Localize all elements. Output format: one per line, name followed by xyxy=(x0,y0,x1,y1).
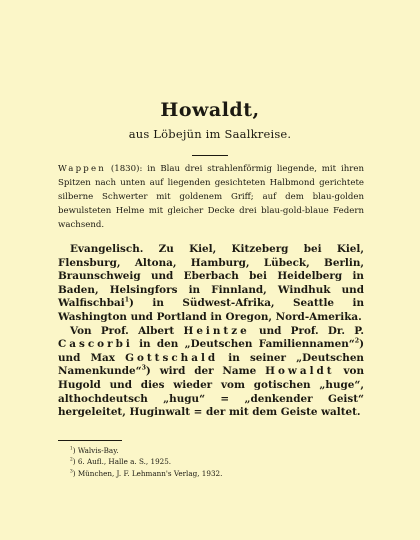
paragraph-locations xyxy=(58,243,364,325)
footnote-2-number: 2 xyxy=(70,458,73,464)
footnote-3-number: 3 xyxy=(70,469,73,475)
etym-text-3: in den „Deutschen Familiennamen“ xyxy=(132,338,355,351)
footnote-2 xyxy=(70,456,360,467)
footnote-divider xyxy=(58,440,122,441)
etym-text-2: und Prof. Dr. P. xyxy=(249,324,364,337)
paragraph-etymology xyxy=(58,325,364,420)
footnote-2-text: ) 6. Aufl., Halle a. S., 1925. xyxy=(72,457,172,467)
title-divider xyxy=(192,155,228,156)
footnote-ref-2: 2 xyxy=(354,337,360,345)
page-subtitle: aus Löbejün im Saalkreise. xyxy=(128,127,292,141)
author-name-gottschald: Gottschald xyxy=(125,351,219,364)
author-name-heintze: Heintze xyxy=(183,324,250,337)
etym-text-1: Von Prof. Albert xyxy=(70,324,184,337)
paragraph-locations-text-a: Evangelisch. Zu Kiel, Kitzeberg bei Kiel, Flensburg, Altona, Hamburg, Lübeck, Berlin, Braunschweig und Eberbach bei Heidelberg in Baden, Helsingfors in Finnland, Windhuk und Walfischbai xyxy=(58,243,364,310)
footnote-1-text: ) Walvis-Bay. xyxy=(72,446,119,455)
coat-of-arms-description xyxy=(58,163,364,233)
wappen-lead: Wappen xyxy=(58,164,107,174)
surname-howaldt: Howaldt xyxy=(265,365,335,378)
footnote-3-text: ) München, J. F. Lehmann's Verlag, 1932. xyxy=(72,468,223,478)
footnote-ref-1: 1 xyxy=(124,296,130,304)
footnote-3 xyxy=(70,468,360,479)
footnote-1-number: 1 xyxy=(70,446,73,452)
etym-text-5: in seiner „Deutschen Namenkunde“ xyxy=(58,351,364,378)
footnote-ref-3: 3 xyxy=(141,364,146,372)
etym-text-6: ) wird der Name xyxy=(145,365,266,378)
etym-text-7: von Hugold und dies wieder vom gotischen „huge“, althochdeutsch „hugu“ = „denkender Geist“ hergeleitet, Huginwalt = der mit dem Geiste waltet. xyxy=(58,365,364,419)
wappen-text: (1830): in Blau drei strahlenförmig liegende, mit ihren Spitzen nach unten auf liegenden gesichteten Halbmond gerichtete silberne Schwerter mit goldenem Griff; auf dem blau-golden bewulsteten Helme mit gleicher Decke drei blau-gold-blaue Federn wachsend. xyxy=(58,164,364,230)
footnote-1 xyxy=(70,445,360,456)
footnotes xyxy=(70,445,360,479)
page-title: Howaldt, xyxy=(160,99,260,121)
paragraph-locations-text-b: ) in Südwest-Afrika, Seattle in Washington und Portland in Oregon, Nord-Amerika. xyxy=(58,297,364,323)
etym-text-4: ) und Max xyxy=(58,338,364,364)
author-name-cascorbi: Cascorbi xyxy=(58,338,133,351)
body-text xyxy=(58,243,364,420)
